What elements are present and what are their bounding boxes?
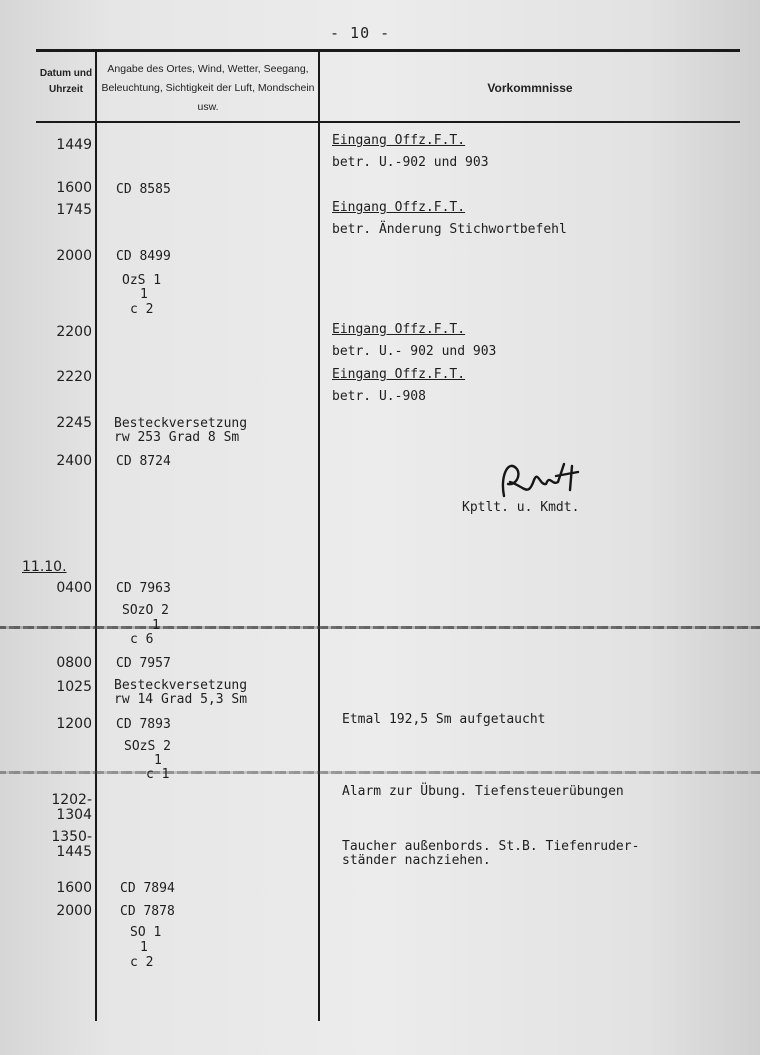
time-entry: 1600 xyxy=(56,180,92,196)
time-entry: 1745 xyxy=(56,202,92,218)
time-entry: 1449 xyxy=(56,137,92,153)
weather-entry: OzS 1 xyxy=(122,273,162,288)
time-entry: 2245 xyxy=(56,415,92,431)
time-entry: 0800 xyxy=(56,655,92,671)
event-heading: Eingang Offz.F.T. xyxy=(332,322,466,337)
time-entry: 1202- xyxy=(51,792,92,808)
time-entry: 1350- xyxy=(51,829,92,845)
header-events: Vorkommnisse xyxy=(487,81,573,95)
header-bottom-rule xyxy=(36,121,740,123)
column-divider-2 xyxy=(318,51,320,1021)
header-date-time: Datum und Uhrzeit xyxy=(39,68,93,95)
fold-line xyxy=(0,771,760,774)
commander-signature xyxy=(494,456,594,506)
position-entry: rw 253 Grad 8 Sm xyxy=(114,430,240,445)
position-entry: Besteckversetzung xyxy=(114,416,248,431)
weather-entry: 1 xyxy=(152,618,160,633)
time-entry: 2000 xyxy=(56,903,92,919)
position-entry: Besteckversetzung xyxy=(114,678,248,693)
time-entry: 1445 xyxy=(56,844,92,860)
position-entry: CD 7893 xyxy=(116,717,171,732)
event-detail: betr. U.- 902 und 903 xyxy=(332,344,497,359)
position-entry: CD 8724 xyxy=(116,454,171,469)
weather-entry: c 1 xyxy=(146,767,170,782)
position-entry: rw 14 Grad 5,3 Sm xyxy=(114,692,248,707)
page-number: - 10 - xyxy=(330,24,391,42)
time-entry: 1304 xyxy=(56,807,92,823)
weather-entry: SOzS 2 xyxy=(124,739,171,754)
position-entry: CD 7957 xyxy=(116,656,171,671)
column-divider-1 xyxy=(95,51,97,1021)
event-heading: Eingang Offz.F.T. xyxy=(332,367,466,382)
event-detail: ständer nachziehen. xyxy=(342,853,491,868)
date-entry: 11.10. xyxy=(22,559,67,575)
weather-entry: 1 xyxy=(140,940,148,955)
weather-entry: 1 xyxy=(140,287,148,302)
time-entry: 1200 xyxy=(56,716,92,732)
time-entry: 2000 xyxy=(56,248,92,264)
weather-entry: c 2 xyxy=(130,302,154,317)
time-entry: 2200 xyxy=(56,324,92,340)
time-entry: 1600 xyxy=(56,880,92,896)
position-entry: CD 7963 xyxy=(116,581,171,596)
position-entry: CD 7878 xyxy=(120,904,175,919)
fold-line xyxy=(0,626,760,629)
event-heading: Eingang Offz.F.T. xyxy=(332,200,466,215)
weather-entry: SO 1 xyxy=(130,925,162,940)
weather-entry: 1 xyxy=(154,753,162,768)
weather-entry: SOzO 2 xyxy=(122,603,169,618)
time-entry: 2220 xyxy=(56,369,92,385)
time-entry: 0400 xyxy=(56,580,92,596)
signature-caption: Kptlt. u. Kmdt. xyxy=(462,500,580,515)
header-place-weather: Angabe des Ortes, Wind, Wetter, Seegang, Beleuchtung, Sichtigkeit der Luft, Mondschein usw. xyxy=(101,63,315,113)
weather-entry: c 2 xyxy=(130,955,154,970)
event-detail: betr. U.-908 xyxy=(332,389,426,404)
event-detail: Alarm zur Übung. Tiefensteuerübungen xyxy=(342,784,624,799)
position-entry: CD 7894 xyxy=(120,881,175,896)
position-entry: CD 8585 xyxy=(116,182,171,197)
event-heading: Eingang Offz.F.T. xyxy=(332,133,466,148)
event-detail: Etmal 192,5 Sm aufgetaucht xyxy=(342,712,546,727)
event-detail: Taucher außenbords. St.B. Tiefenruder- xyxy=(342,839,640,854)
position-entry: CD 8499 xyxy=(116,249,171,264)
time-entry: 2400 xyxy=(56,453,92,469)
time-entry: 1025 xyxy=(56,679,92,695)
weather-entry: c 6 xyxy=(130,632,154,647)
event-detail: betr. U.-902 und 903 xyxy=(332,155,489,170)
event-detail: betr. Änderung Stichwortbefehl xyxy=(332,222,567,237)
table-top-rule xyxy=(36,49,740,52)
